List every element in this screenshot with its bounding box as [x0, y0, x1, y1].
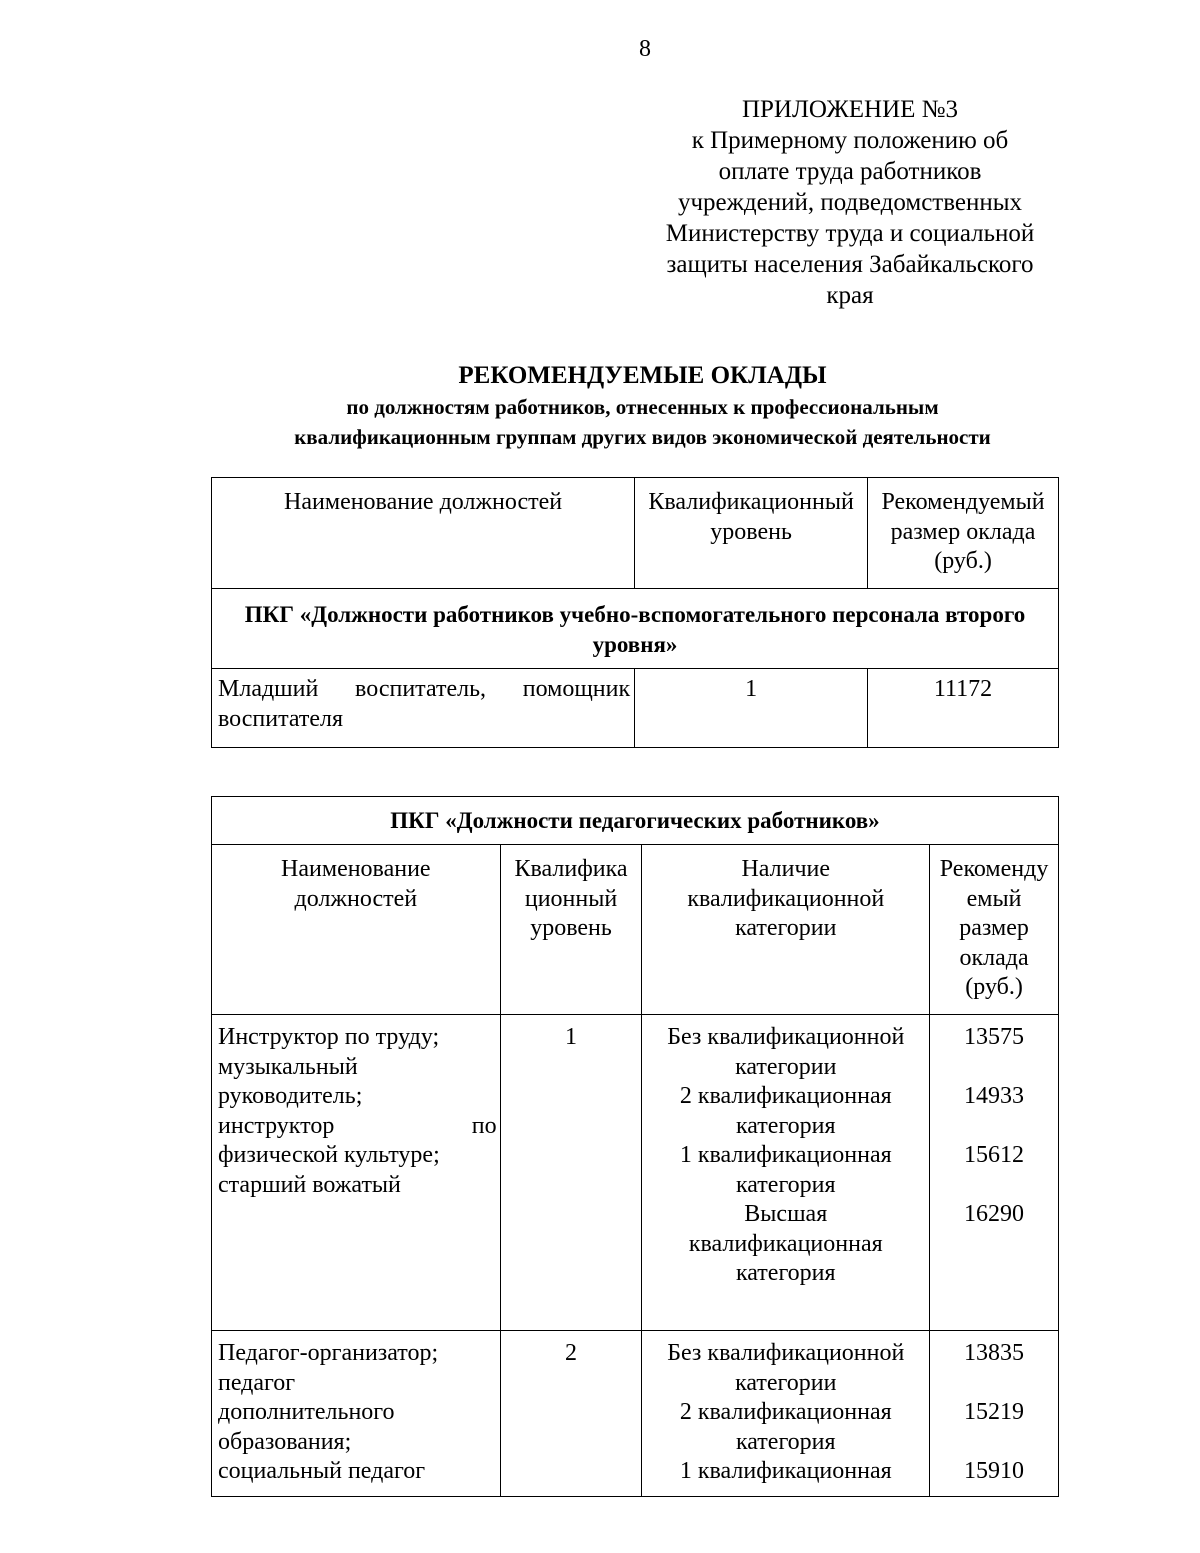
salary-value: 15612: [964, 1142, 1025, 1168]
salary-value: 13835: [964, 1340, 1025, 1366]
qualification-level: 2: [500, 1331, 642, 1497]
group-title: ПКГ «Должности работников учебно-вспомогательного персонала второго уровня»: [212, 589, 1059, 669]
salary-value: 15219: [964, 1399, 1025, 1425]
qualification-level: 1: [500, 1015, 642, 1331]
qualification-category: Без квалификационной категории 2 квалификационная категория 1 квалификационная: [642, 1331, 930, 1497]
table-header-row: [212, 478, 1059, 589]
table-support-staff: [211, 477, 1059, 748]
salary-value: 14933: [964, 1083, 1025, 1109]
salary-value: 11172: [868, 669, 1059, 748]
appendix-line: оплате труда работников: [718, 158, 982, 185]
page-number: 8: [639, 36, 651, 62]
header-recommended-salary: Рекомендуемый размер оклада (руб.): [868, 478, 1059, 589]
line-word: инструктор: [218, 1112, 335, 1139]
salary-values: [930, 1331, 1059, 1497]
group-row: [212, 797, 1059, 845]
table-header-row: [212, 845, 1059, 1015]
title-subtitle-line-2: квалификационным группам других видов экономической деятельности: [294, 425, 991, 449]
group-title: ПКГ «Должности педагогических работников»: [212, 797, 1059, 845]
table-row: [212, 1015, 1059, 1331]
title-subtitle-line-1: по должностям работников, отнесенных к профессиональным: [346, 395, 939, 419]
salary-values: [930, 1015, 1059, 1331]
line-word: по: [471, 1112, 497, 1139]
header-position-name: Наименование должностей: [212, 478, 635, 589]
table-pedagogical-staff: [211, 796, 1059, 1497]
position-name: Младший воспитатель, помощник воспитателя: [212, 669, 635, 748]
position-name: Педагог-организатор; педагог дополнительного образования; социальный педагог: [212, 1331, 501, 1497]
qualification-level: 1: [635, 669, 868, 748]
group-row: [212, 589, 1059, 669]
appendix-line: края: [826, 282, 874, 309]
appendix-line: защиты населения Забайкальского: [666, 251, 1034, 278]
appendix-line: Министерству труда и социальной: [665, 220, 1035, 247]
header-recommended-salary: Рекоменду емый размер оклада (руб.): [930, 845, 1059, 1015]
salary-value: 16290: [964, 1201, 1025, 1227]
header-qualification-level: Квалификационный уровень: [635, 478, 868, 589]
appendix-line: учреждений, подведомственных: [677, 189, 1023, 216]
header-position-name: Наименование должностей: [212, 845, 501, 1015]
qualification-category: Без квалификационной категории 2 квалификационная категория 1 квалификационная категория Высшая квалификационная категория: [642, 1015, 930, 1331]
position-name: Инструктор по труду; музыкальный руководитель; инструктор по физической культуре; старший вожатый: [212, 1015, 501, 1331]
salary-value: 15910: [964, 1458, 1025, 1484]
document-title: [200, 360, 1085, 452]
appendix-line: ПРИЛОЖЕНИЕ №3: [741, 96, 959, 123]
header-qualification-level: Квалифика ционный уровень: [500, 845, 642, 1015]
appendix-line: к Примерному положению об: [691, 127, 1009, 154]
table-row: [212, 1331, 1059, 1497]
appendix-header: [630, 94, 1070, 311]
header-qualification-category: Наличие квалификационной категории: [642, 845, 930, 1015]
title-main: РЕКОМЕНДУЕМЫЕ ОКЛАДЫ: [458, 362, 827, 389]
salary-value: 13575: [964, 1024, 1025, 1050]
table-row: [212, 669, 1059, 748]
